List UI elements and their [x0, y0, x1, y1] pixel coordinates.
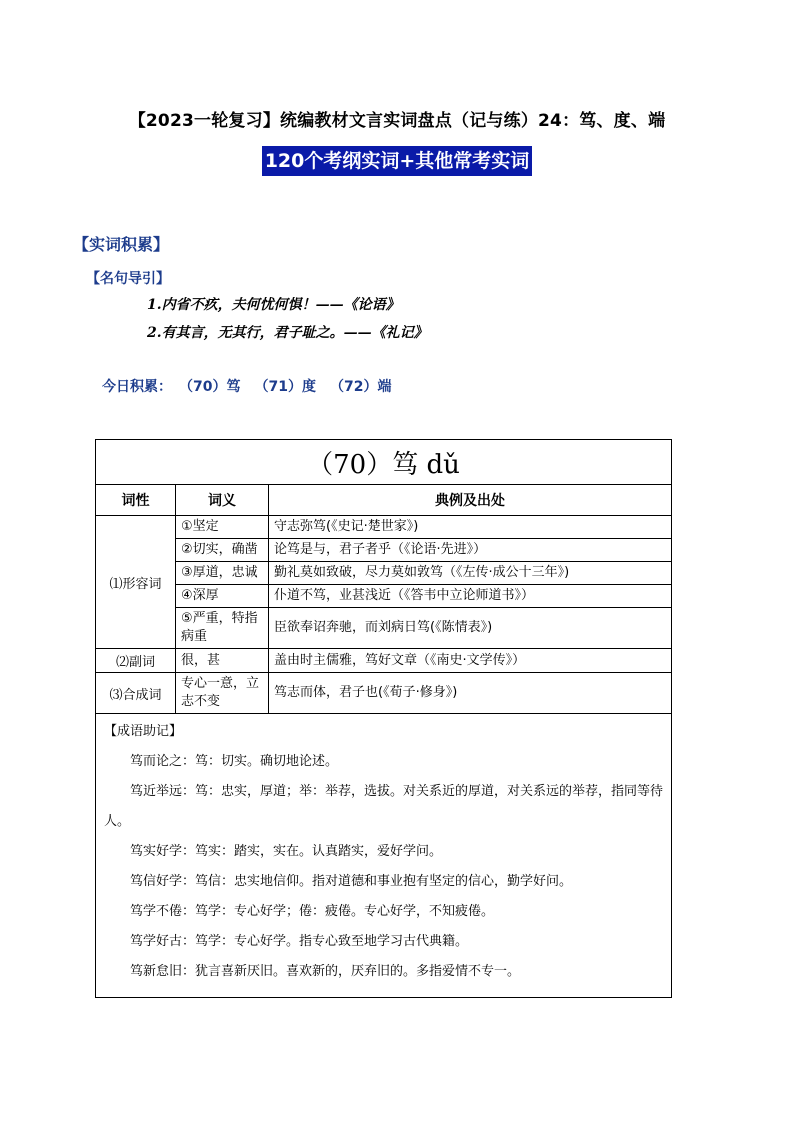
table-row [96, 562, 672, 585]
table-row [96, 539, 672, 562]
idiom-section [96, 714, 672, 998]
pos-compound: ⑶合成词 [96, 673, 176, 714]
table-row [96, 585, 672, 608]
document-title: 【2023一轮复习】统编教材文言实词盘点（记与练）24：笃、度、端 [128, 111, 666, 131]
pos-adverb: ⑵副词 [96, 649, 176, 673]
meaning-cell: ①坚定 [176, 516, 269, 539]
meaning-cell: 很，甚 [176, 649, 269, 673]
meaning-cell: 专心一意，立志不变 [176, 673, 269, 714]
pos-adjective: ⑴形容词 [96, 516, 176, 649]
meaning-cell: ⑤严重，特指病重 [176, 608, 269, 649]
idiom-item: 笃信好学：笃信：忠实地信仰。指对道德和事业抱有坚定的信心，勤学好问。 [130, 874, 573, 889]
today-accumulation [102, 376, 405, 396]
example-cell: 勤礼莫如致破，尽力莫如敦笃（《左传·成公十三年》) [269, 562, 672, 585]
example-cell: 笃志而体，君子也(《荀子·修身》) [269, 673, 672, 714]
idiom-item: 笃学不倦：笃学：专心好学；倦：疲倦。专心好学，不知疲倦。 [130, 904, 495, 919]
example-cell: 臣欲奉诏奔驰，而刘病日笃(《陈情表》) [269, 608, 672, 649]
table-row [96, 673, 672, 714]
example-cell: 论笃是与，君子者乎（《论语·先进》） [269, 539, 672, 562]
header-pos: 词性 [96, 485, 176, 516]
quote-1: 1.内省不疚，夫何忧何惧！——《论语》 [147, 297, 400, 313]
subtitle-highlight: 120个考纲实词+其他常考实词 [262, 146, 533, 176]
idiom-item: 笃近举远：笃：忠实，厚道；举：举荐，选拔。对关系近的厚道，对关系远的举荐，指同等待人。 [104, 784, 664, 829]
idiom-item: 笃实好学：笃实：踏实，实在。认真踏实，爱好学问。 [130, 844, 443, 859]
quote-2: 2.有其言，无其行，君子耻之。——《礼记》 [147, 325, 428, 341]
today-label: 今日积累： [102, 379, 172, 395]
famous-quotes-heading: 【名句导引】 [86, 271, 170, 287]
header-meaning: 词义 [176, 485, 269, 516]
meaning-cell: ③厚道，忠诚 [176, 562, 269, 585]
today-item: （71）度 [254, 379, 316, 395]
section-heading: 【实词积累】 [73, 235, 170, 254]
example-cell: 盖由时主儒雅，笃好文章（《南史·文学传》） [269, 649, 672, 673]
idiom-item: 笃学好古：笃学：专心好学。指专心致至地学习古代典籍。 [130, 934, 469, 949]
word-table [95, 439, 672, 998]
meaning-cell: ④深厚 [176, 585, 269, 608]
table-row [96, 516, 672, 539]
meaning-cell: ②切实，确凿 [176, 539, 269, 562]
example-cell: 守志弥笃(《史记·楚世家》) [269, 516, 672, 539]
table-title: （70）笃 dǔ [96, 440, 672, 485]
idiom-item: 笃而论之：笃：切实。确切地论述。 [130, 754, 339, 769]
idiom-item: 笃新怠旧：犹言喜新厌旧。喜欢新的，厌弃旧的。多指爱情不专一。 [130, 964, 521, 979]
table-row [96, 608, 672, 649]
today-item: （72）端 [329, 379, 392, 395]
header-example: 典例及出处 [269, 485, 672, 516]
example-cell: 仆道不笃，业甚浅近（《答韦中立论师道书》） [269, 585, 672, 608]
table-row [96, 649, 672, 673]
subtitle-wrap [0, 146, 794, 176]
idiom-heading: 【成语助记】 [104, 724, 183, 739]
today-item: （70）笃 [186, 379, 241, 395]
